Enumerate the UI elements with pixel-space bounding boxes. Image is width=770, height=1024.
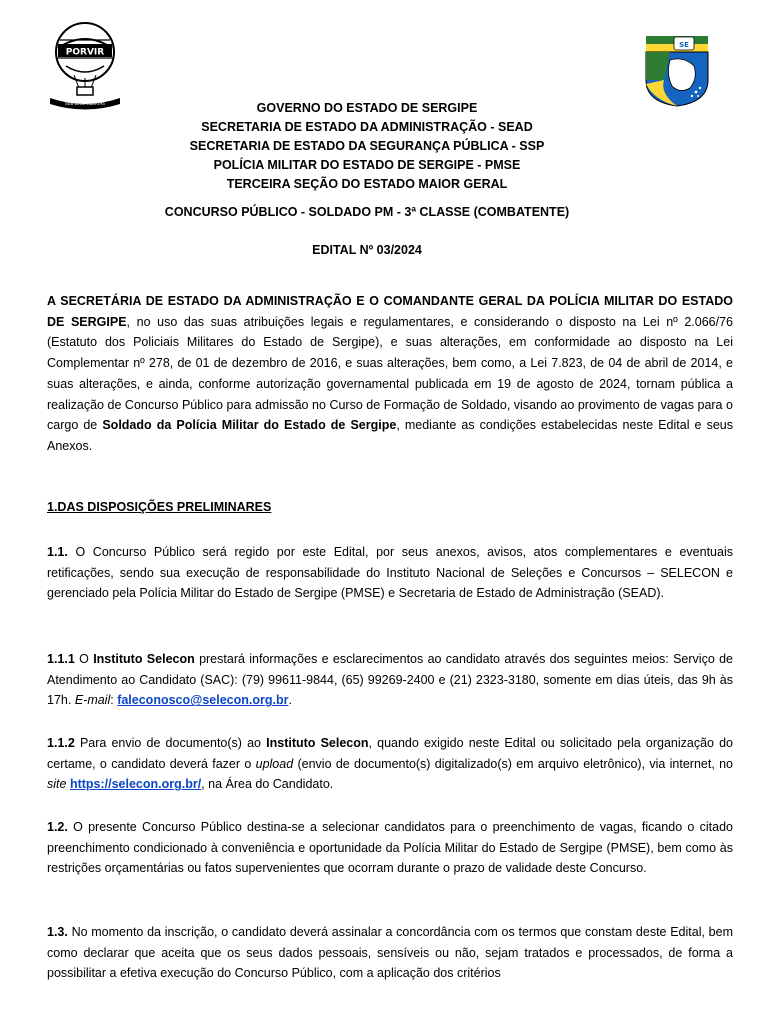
document-header: [40, 99, 694, 194]
instituto-selecon-label: Instituto Selecon: [266, 736, 369, 750]
paragraph-number: 1.2.: [47, 820, 68, 834]
section-title-disposicoes: 1.DAS DISPOSIÇÕES PRELIMINARES: [47, 500, 272, 514]
instituto-selecon-label: Instituto Selecon: [93, 652, 195, 666]
intro-paragraph: [47, 291, 733, 457]
paragraph-text: prestará informações e esclarecimentos ao candidato através dos seguintes meios: Serviço de Atendimento ao Candidato (SAC): (79) 99611-9844, (65) 99269-2400 e (21) 2323-3180, somente em dias úteis, das 9h às 17h.: [47, 652, 734, 708]
paragraph-text: .: [288, 693, 292, 708]
paragraph-1-3: [47, 922, 733, 984]
paragraph-1-2: [47, 817, 733, 879]
paragraph-text: (envio de documento(s) digitalizado(s) em arquivo eletrônico), via internet, no: [293, 756, 734, 771]
intro-text: , no uso das suas atribuições legais e regulamentares, e considerando o disposto na Lei nº 2.066/76 (Estatuto dos Policiais Militares do Estado de Sergipe), e suas alterações, em conformidade ao disposto na Lei Complementar nº 278, de 01 de dezembro de 2016, e suas alterações, bem como, a Lei 7.823, de 04 de abril de 2014, e suas alterações, e ainda, conforme autorização governamental publicada em 19 de agosto de 2024, tornam pública a realização de Concurso Público para admissão no Curso de Formação de Soldado, visando ao provimento de vagas para o cargo de: [47, 314, 733, 433]
logo-se-text: SE: [679, 41, 689, 49]
paragraph-text: , na Área do Candidato.: [201, 777, 334, 792]
intro-bold-role: Soldado da Polícia Militar do Estado de Sergipe: [102, 418, 397, 433]
selecon-site-link[interactable]: https://selecon.org.br/: [69, 777, 202, 792]
pmse-balloon-logo: [44, 20, 126, 110]
header-line-governo: GOVERNO DO ESTADO DE SERGIPE: [256, 101, 478, 115]
paragraph-1-1-1: [47, 649, 733, 711]
paragraph-text: :: [110, 693, 118, 708]
paragraph-text: O: [74, 652, 94, 666]
sergipe-state-logo: [640, 32, 714, 108]
paragraph-number: 1.1.: [47, 545, 68, 559]
intro-tail: , mediante as condições estabelecidas neste Edital e seus Anexos.: [47, 418, 733, 453]
paragraph-1-1-2: [47, 733, 733, 795]
header-line-pmse: POLÍCIA MILITAR DO ESTADO DE SERGIPE - PMSE: [213, 158, 521, 172]
paragraph-number: 1.1.2: [47, 736, 75, 750]
logo-ribbon-text: SUB LEGE LIBERTAS: [65, 101, 105, 106]
header-line-secao: TERCEIRA SEÇÃO DO ESTADO MAIOR GERAL: [226, 177, 508, 191]
email-label: E-mail: [74, 693, 111, 708]
logo-porvir-text: PORVIR: [65, 47, 105, 58]
paragraph-number: 1.3.: [47, 925, 68, 939]
header-line-ssp: SECRETARIA DE ESTADO DA SEGURANÇA PÚBLICA - SSP: [189, 139, 545, 153]
intro-bold-lead: A SECRETÁRIA DE ESTADO DA ADMINISTRAÇÃO E O COMANDANTE GERAL DA POLÍCIA MILITAR DO ESTADO DE SERGIPE: [47, 294, 733, 329]
paragraph-number: 1.1.1: [47, 652, 75, 666]
paragraph-text: Para envio de documento(s) ao: [74, 736, 267, 750]
header-line-sead: SECRETARIA DE ESTADO DA ADMINISTRAÇÃO - SEAD: [201, 120, 533, 134]
email-link[interactable]: faleconosco@selecon.org.br: [117, 693, 289, 708]
paragraph-text: No momento da inscrição, o candidato deverá assinalar a concordância com os termos que constam deste Edital, bem como declarar que aceita que os seus dados pessoais, sensíveis ou não, sejam tratados e processados, de forma a possibilitar a efetiva execução do Concurso Público, com a aplicação dos critérios: [47, 925, 733, 981]
paragraph-text: O presente Concurso Público destina-se a selecionar candidatos para o preenchimento de vagas, ficando o citado preenchimento condicionado à conveniência e oportunidade da Polícia Militar do Estado de Sergipe (PMSE), bem como às restrições orçamentárias ou fatos supervenientes que ocorram durante o prazo de validade deste Concurso.: [47, 820, 733, 876]
paragraph-text: , quando exigido neste Edital ou solicitado pela organização do certame, o candidato deverá fazer o: [47, 736, 734, 771]
site-term: site: [47, 777, 67, 792]
concurso-title: CONCURSO PÚBLICO - SOLDADO PM - 3ª CLASSE (COMBATENTE): [164, 205, 570, 219]
edital-number: EDITAL Nº 03/2024: [312, 243, 422, 257]
upload-term: upload: [255, 756, 294, 771]
paragraph-1-1: [47, 542, 733, 604]
paragraph-text: O Concurso Público será regido por este Edital, por seus anexos, avisos, atos complementares e eventuais retificações, sendo sua execução de responsabilidade do Instituto Nacional de Seleções e Concursos – SELECON e gerenciado pela Polícia Militar do Estado de Sergipe (PMSE) e Secretaria de Estado de Administração (SEAD).: [47, 545, 733, 601]
